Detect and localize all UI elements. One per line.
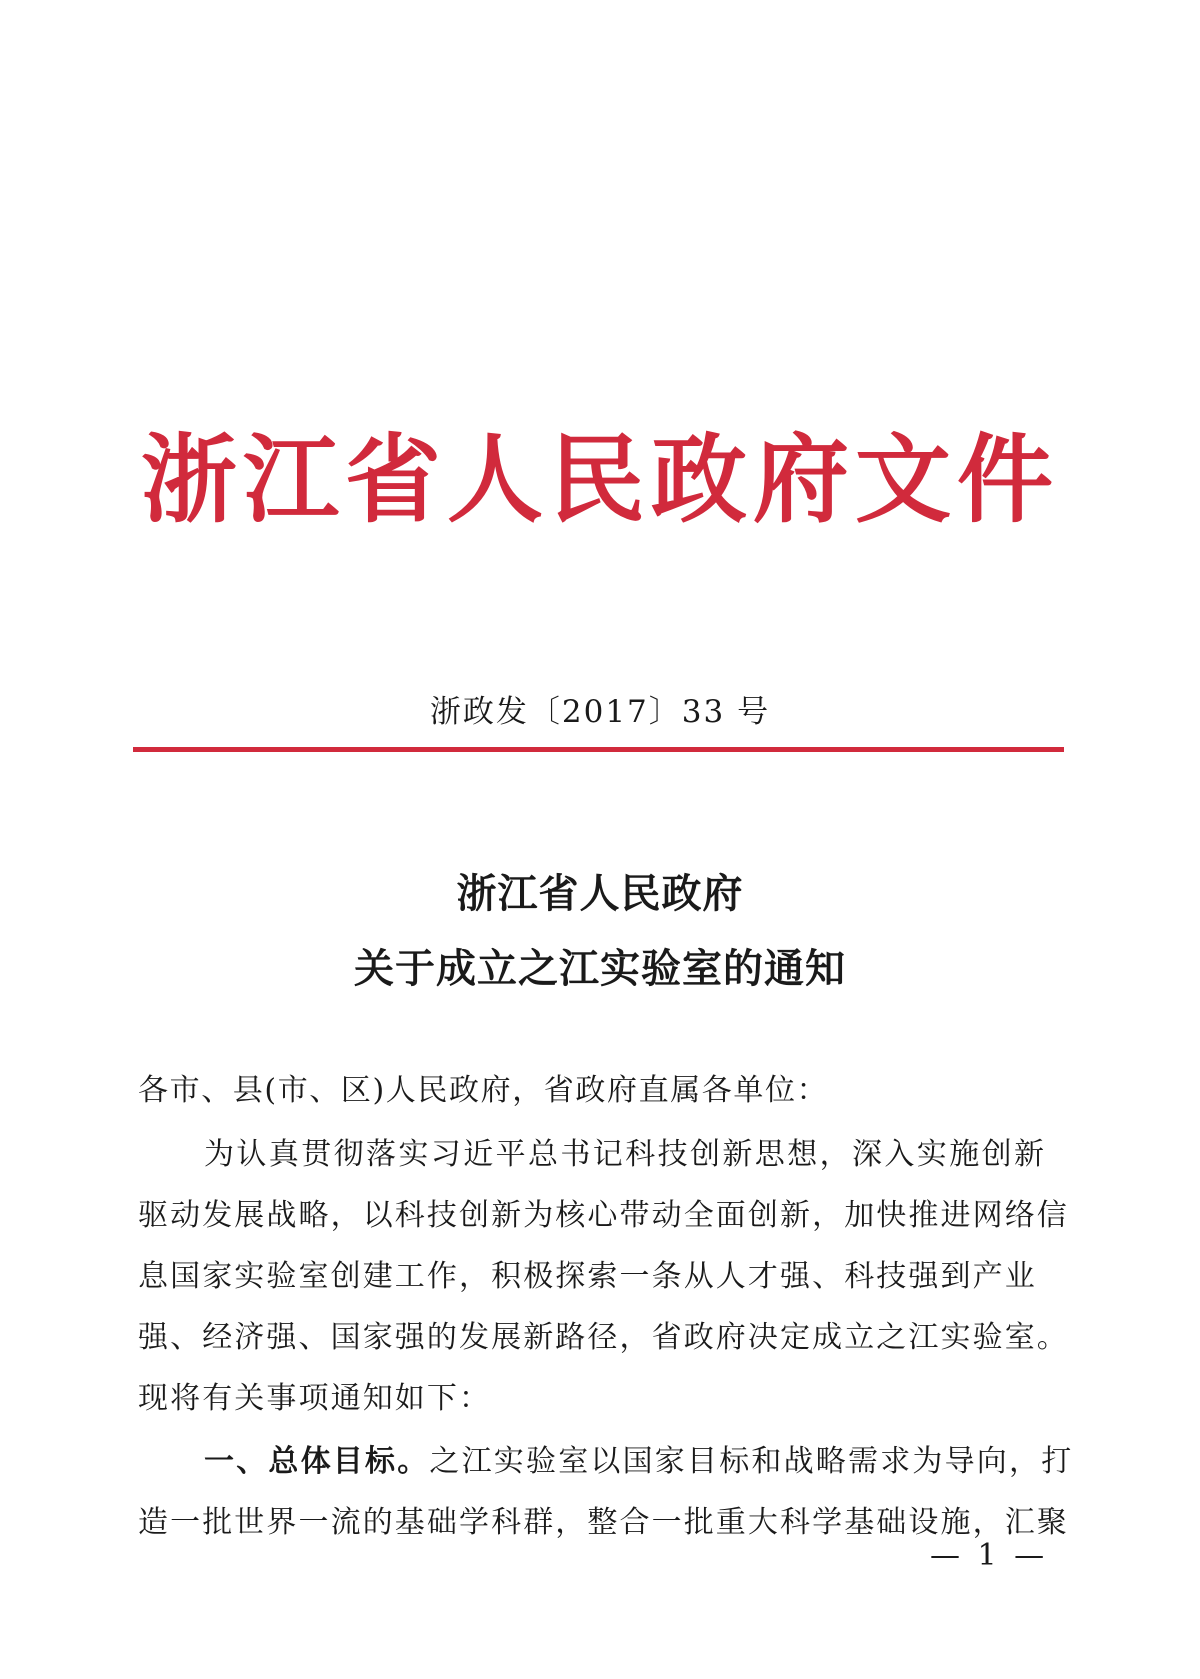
paragraph-line: 强、经济强、国家强的发展新路径，省政府决定成立之江实验室。 bbox=[138, 1320, 1069, 1355]
addressee: 各市、县(市、区)人民政府，省政府直属各单位： bbox=[138, 1073, 829, 1108]
red-divider-line bbox=[133, 747, 1064, 752]
section-1-first-line bbox=[204, 1442, 1073, 1482]
section-1-second-line: 造一批世界一流的基础学科群，整合一批重大科学基础设施，汇聚 bbox=[138, 1505, 1069, 1540]
document-masthead: 浙江省人民政府文件 bbox=[141, 423, 1059, 536]
paragraph-line: 为认真贯彻落实习近平总书记科技创新思想，深入实施创新 bbox=[204, 1137, 1047, 1172]
paragraph-line: 现将有关事项通知如下： bbox=[138, 1381, 492, 1416]
document-number: 浙政发〔2017〕33 号 bbox=[429, 694, 771, 730]
section-1-heading: 一、总体目标。 bbox=[204, 1444, 430, 1479]
section-1-text: 之江实验室以国家目标和战略需求为导向，打 bbox=[429, 1444, 1074, 1479]
paragraph-line: 息国家实验室创建工作，积极探索一条从人才强、科技强到产业 bbox=[138, 1259, 1037, 1294]
paragraph-line: 驱动发展战略，以科技创新为核心带动全面创新，加快推进网络信 bbox=[138, 1198, 1069, 1233]
title-line-1: 浙江省人民政府 bbox=[456, 870, 744, 917]
title-line-2: 关于成立之江实验室的通知 bbox=[354, 945, 846, 992]
page-number: — 1 — bbox=[930, 1538, 1049, 1573]
